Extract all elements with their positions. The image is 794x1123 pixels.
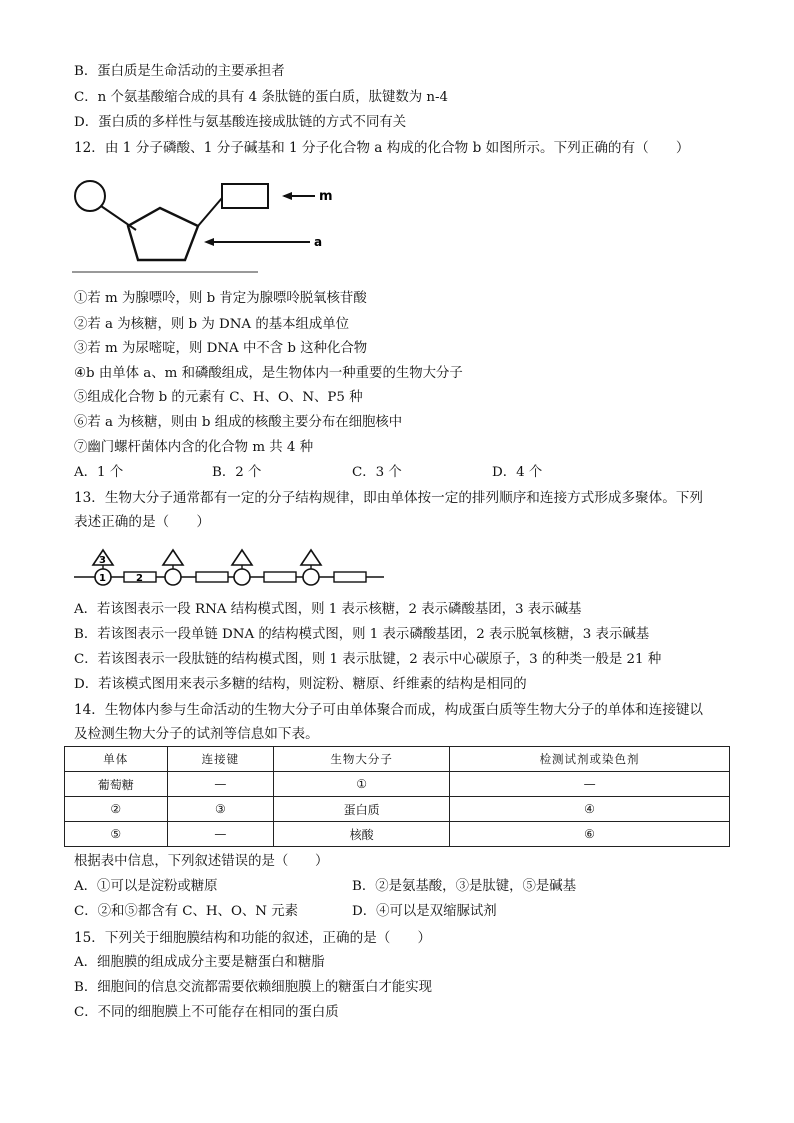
table-row <box>65 797 730 822</box>
q12-statement-4: ④b 由单体 a、m 和磷酸组成，是生物体内一种重要的生物大分子 <box>74 366 463 381</box>
base-bond <box>198 198 222 226</box>
q14-options-row2 <box>74 903 734 921</box>
label-1: 1 <box>99 573 106 584</box>
circle <box>234 569 250 585</box>
q14-option-c: C．②和⑤都含有 C、H、O、N 元素 <box>74 904 299 919</box>
triangle <box>163 550 183 565</box>
q12-statement-2: ②若 a 为核糖，则 b 为 DNA 的基本组成单位 <box>74 317 350 332</box>
q14-stem-line2: 及检测生物大分子的试剂等信息如下表。 <box>74 726 319 742</box>
label-2: 2 <box>136 573 143 584</box>
table-cell: ③ <box>167 797 274 822</box>
table-cell: — <box>450 772 730 797</box>
q12-statement-1: ①若 m 为腺嘌呤，则 b 肯定为腺嘌呤脱氧核苷酸 <box>74 291 367 306</box>
table-header-cell: 单体 <box>65 747 168 772</box>
q14-option-a: A．①可以是淀粉或糖原 <box>74 879 218 894</box>
q15-option-a: A．细胞膜的组成成分主要是糖蛋白和糖脂 <box>74 955 325 970</box>
table-cell: 核酸 <box>274 822 450 847</box>
table-cell: 蛋白质 <box>274 797 450 822</box>
phosphate-bond <box>101 206 136 230</box>
q15-option-b: B．细胞间的信息交流都需要依赖细胞膜上的糖蛋白才能实现 <box>74 980 432 995</box>
arrow-a-head <box>204 238 214 246</box>
q13-option-a: A．若该图表示一段 RNA 结构模式图，则 1 表示核糖，2 表示磷酸基团，3 表示碱基 <box>74 602 582 617</box>
q14-option-d: D．④可以是双缩脲试剂 <box>352 904 497 919</box>
q12-option-c: C．3 个 <box>352 465 402 480</box>
table-row <box>65 772 730 797</box>
circle <box>165 569 181 585</box>
table-cell: — <box>167 772 274 797</box>
triangle <box>301 550 321 565</box>
table-header-cell: 生物大分子 <box>274 747 450 772</box>
q12-statement-3: ③若 m 为尿嘧啶，则 DNA 中不含 b 这种化合物 <box>74 341 368 356</box>
sugar-pentagon <box>128 208 198 260</box>
circle <box>303 569 319 585</box>
q12-option-b: B．2 个 <box>212 465 262 480</box>
q12-option-a: A．1 个 <box>74 465 124 480</box>
table-cell: ⑤ <box>65 822 168 847</box>
q13-option-b: B．若该图表示一段单链 DNA 的结构模式图，则 1 表示磷酸基团，2 表示脱氧核糖，3 表示碱基 <box>74 627 650 642</box>
q14-stem-line1: 14．生物体内参与生命活动的生物大分子可由单体聚合而成，构成蛋白质等生物大分子的单体和连接键以 <box>74 702 704 718</box>
q12-statement-6: ⑥若 a 为核糖，则由 b 组成的核酸主要分布在细胞核中 <box>74 415 403 430</box>
q13-option-d: D．若该模式图用来表示多糖的结构，则淀粉、糖原、纤维素的结构是相同的 <box>74 677 527 692</box>
q14-options-row1 <box>74 878 734 896</box>
q15-option-c: C．不同的细胞膜上不可能存在相同的蛋白质 <box>74 1005 339 1020</box>
q14-option-b: B．②是氨基酸，③是肽键，⑤是碱基 <box>352 879 577 894</box>
q15-stem: 15．下列关于细胞膜结构和功能的叙述，正确的是（ ） <box>74 930 432 946</box>
phosphate-circle <box>75 181 105 211</box>
rect <box>334 572 366 582</box>
table-cell: 葡萄糖 <box>65 772 168 797</box>
q14-table <box>64 746 730 847</box>
table-cell: ⑥ <box>450 822 730 847</box>
table-row <box>65 822 730 847</box>
table-header-cell: 连接键 <box>167 747 274 772</box>
rect <box>196 572 228 582</box>
q12-option-d: D．4 个 <box>492 465 543 480</box>
label-m: m <box>319 189 333 204</box>
table-cell: ④ <box>450 797 730 822</box>
q11-option-d: D．蛋白质的多样性与氨基酸连接成肽链的方式不同有关 <box>74 115 407 130</box>
q11-option-b: B．蛋白质是生命活动的主要承担者 <box>74 64 285 79</box>
q12-statement-7: ⑦幽门螺杆菌体内含的化合物 m 共 4 种 <box>74 440 314 455</box>
arrow-m-head <box>282 192 292 200</box>
q12-nucleotide-figure <box>70 168 350 280</box>
table-cell: ① <box>274 772 450 797</box>
q12-statement-5: ⑤组成化合物 b 的元素有 C、H、O、N、P5 种 <box>74 390 363 405</box>
q13-stem-line1: 13．生物大分子通常都有一定的分子结构规律，即由单体按一定的排列顺序和连接方式形成多聚体。下列 <box>74 490 704 506</box>
label-3: 3 <box>99 555 106 566</box>
label-a: a <box>314 235 323 249</box>
table-header-row <box>65 747 730 772</box>
table-cell: — <box>167 822 274 847</box>
q12-options <box>74 464 734 482</box>
q12-stem: 12．由 1 分子磷酸、1 分子碱基和 1 分子化合物 a 构成的化合物 b 如图所示。下列正确的有（ ） <box>74 140 690 156</box>
q13-polymer-figure <box>74 544 388 590</box>
table-header-cell: 检测试剂或染色剂 <box>450 747 730 772</box>
base-rect-m <box>222 184 268 208</box>
q13-option-c: C．若该图表示一段肽链的结构模式图，则 1 表示肽键，2 表示中心碳原子，3 的种类一般是 21 种 <box>74 652 662 667</box>
q11-option-c: C．n 个氨基酸缩合成的具有 4 条肽链的蛋白质，肽键数为 n-4 <box>74 90 449 105</box>
q14-prompt: 根据表中信息，下列叙述错误的是（ ） <box>74 854 329 869</box>
q13-stem-line2: 表述正确的是（ ） <box>74 514 210 530</box>
triangle <box>232 550 252 565</box>
rect <box>264 572 296 582</box>
table-cell: ② <box>65 797 168 822</box>
